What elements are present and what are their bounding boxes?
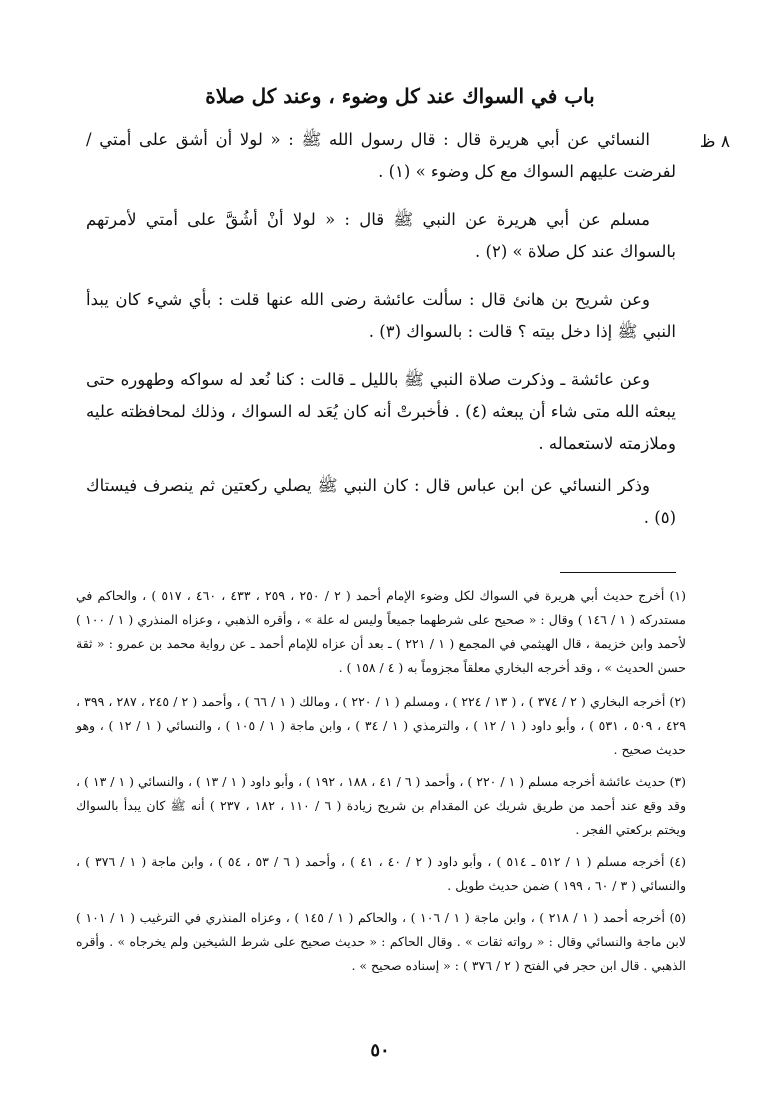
footnote-divider: [560, 572, 676, 573]
paragraph-3: وعن شريح بن هانئ قال : سألت عائشة رضى الله عنها قلت : بأي شيء كان يبدأ النبي ﷺ إذا دخل بيته ؟ قالت : بالسواك (٣) .: [86, 290, 676, 341]
chapter-title: باب في السواك عند كل وضوء ، وعند كل صلاة: [205, 84, 595, 108]
page-number: ٥٠: [370, 1040, 390, 1061]
footnote-2: (٢) أخرجه البخاري ( ٢ / ٣٧٤ ) ، ( ١٣ / ٢٢٤ ) ، ومسلم ( ١ / ٢٢٠ ) ، ومالك ( ١ / ٦٦ ) ، وأحمد ( ٢ / ٢٤٥ ، ٢٨٧ ، ٣٩٩ ، ٤٢٩ ، ٥٠٩ ، ٥٣١ ) ، وأبو داود ( ١ / ١٢ ) ، والترمذي ( ١ / ٣٤ ) ، وابن ماجة ( ١ / ١٠٥ ) ، والنسائي ( ١ / ١٢ ) ، وهو حديث صحيح .: [76, 694, 686, 757]
footnote-4: (٤) أخرجه مسلم ( ١ / ٥١٢ ـ ٥١٤ ) ، وأبو داود ( ٢ / ٤٠ ، ٤١ ) ، وأحمد ( ٦ / ٥٣ ، ٥٤ ) ، وابن ماجة ( ١ / ٣٧٦ ) ، والنسائي ( ٣ / ٦٠ ، ١٩٩ ) ضمن حديث طويل .: [76, 854, 687, 893]
footnote-3: (٣) حديث عائشة أخرجه مسلم ( ١ / ٢٢٠ ) ، وأحمد ( ٦ / ٤١ ، ١٨٨ ، ١٩٢ ) ، وأبو داود ( ١ / ١٣ ) ، والنسائي ( ١ / ١٣ ) ، وقد وقع عند أحمد من طريق شريك عن المقدام بن شريح زيادة ( ٦ / ١١٠ ، ١٨٢ ، ٢٣٧ ) أنه ﷺ كان يبدأ بالسواك ويختم بركعتي الفجر .: [76, 774, 686, 837]
paragraph-4: وعن عائشة ـ وذكرت صلاة النبي ﷺ بالليل ـ قالت : كنا نُعد له سواكه وطهوره حتى يبعثه الله متى شاء أن يبعثه (٤) . فأخبرتْ أنه كان يُعَد له السواك ، وذلك لمحافظته عليه وملازمته لاستعماله .: [86, 370, 676, 453]
manuscript-folio-note: ٨ ظ: [699, 132, 730, 152]
paragraph-2: مسلم عن أبي هريرة عن النبي ﷺ قال : « لولا أنْ أشُقَّ على أمتي لأمرتهم بالسواك عند كل صلاة » (٢) .: [86, 210, 676, 261]
paragraph-5: وذكر النسائي عن ابن عباس قال : كان النبي ﷺ يصلي ركعتين ثم ينصرف فيستاك (٥) .: [86, 476, 676, 527]
paragraph-1: النسائي عن أبي هريرة قال : قال رسول الله ﷺ : « لولا أن أشق على أمتي / لفرضت عليهم السواك مع كل وضوء » (١) .: [86, 130, 676, 181]
footnote-5: (٥) أخرجه أحمد ( ١ / ٢١٨ ) ، وابن ماجة ( ١ / ١٠٦ ) ، والحاكم ( ١ / ١٤٥ ) ، وعزاه المنذري في الترغيب ( ١ / ١٠١ ) لابن ماجة والنسائي وقال : « رواته ثقات » . وقال الحاكم : « حديث صحيح على شرط الشيخين ولم يخرجاه » . وأقره الذهبي . قال ابن حجر في الفتح ( ٢ / ٣٧٦ ) : « إسناده صحيح » .: [76, 910, 686, 973]
footnote-1: (١) أخرج حديث أبي هريرة في السواك لكل وضوء الإمام أحمد ( ٢ / ٢٥٠ ، ٢٥٩ ، ٤٣٣ ، ٤٦٠ ، ٥١٧ ) ، والحاكم في مستدركه ( ١ / ١٤٦ ) وقال : « صحيح على شرطهما جميعاً وليس له علة » ، وأقره الذهبي ، وعزاه المنذري ( ١ / ١٠٠ ) لأحمد وابن خزيمة ، قال الهيثمي في المجمع ( ١ / ٢٢١ ) ـ بعد أن عزاه للإمام أحمد ـ عن رواية محمد بن عمرو : « ثقة حسن الحديث » ، وقد أخرجه البخاري معلقاً مجزوماً به ( ٤ / ١٥٨ ) .: [76, 588, 687, 675]
